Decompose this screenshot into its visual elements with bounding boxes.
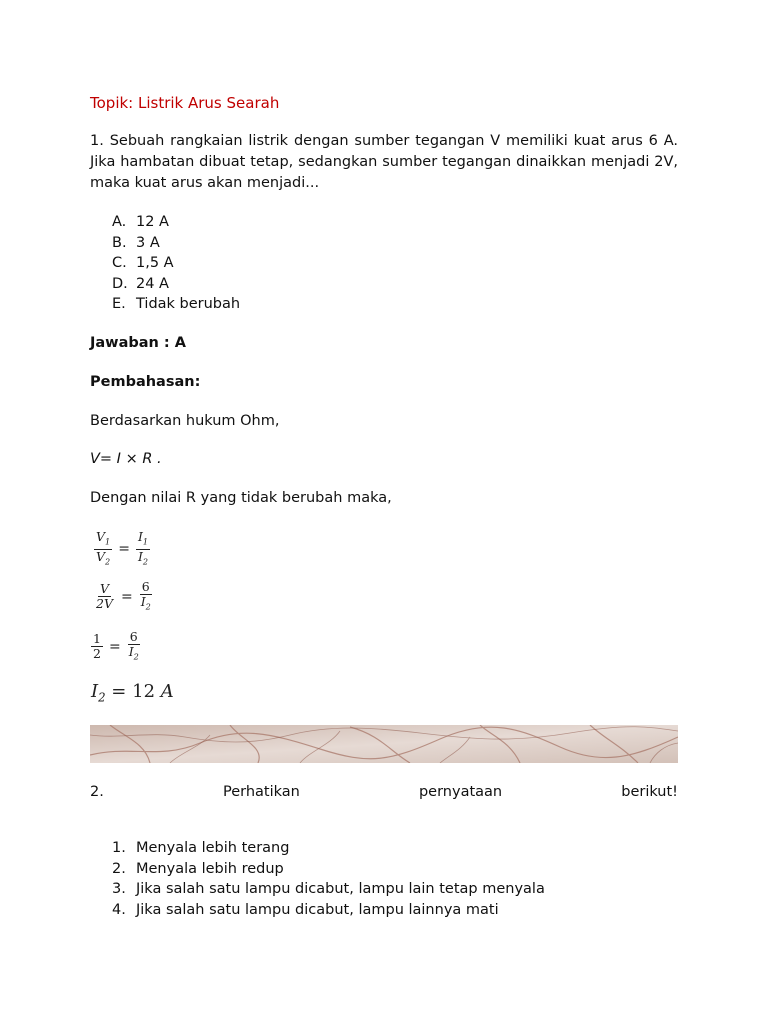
equation-ratio: $\frac{V_1}{V_2}$ = $\frac{I_1}{I_2}$ — [96, 529, 149, 566]
equation-result: $I_2 = 12$ A — [91, 681, 174, 705]
statement-3: 3. Jika salah satu lampu dicabut, lampu lain tetap menyala — [112, 881, 545, 897]
equation-simplified: $\frac{1}{2}$ = $\frac{6}{I_2}$ — [93, 629, 139, 662]
marble-divider-image — [90, 725, 678, 763]
ohm-formula: V= I × R . — [90, 451, 162, 467]
question-1-options — [112, 212, 240, 315]
marble-texture — [90, 725, 678, 763]
option-c: C. 1,5 A — [112, 255, 174, 271]
discussion-label: Pembahasan: — [90, 374, 201, 390]
question-2-heading: 2. Perhatikan pernyataan berikut! — [90, 784, 678, 800]
question-1-text: 1. Sebuah rangkaian listrik dengan sumber tegangan V memiliki kuat arus 6 A. Jika hambatan dibuat tetap, sedangkan sumber tegangan dinaikkan menjadi 2V, maka kuat arus akan menjadi... — [90, 133, 678, 191]
ohm-law-text: Berdasarkan hukum Ohm, — [90, 413, 280, 429]
statement-2: 2. Menyala lebih redup — [112, 860, 284, 877]
option-d: D. 24 A — [112, 275, 169, 292]
topic-heading: Topik: Listrik Arus Searah — [90, 94, 280, 112]
fraction-v-2v: $\frac{V}{2V}$ — [96, 581, 113, 612]
question-2-statements — [112, 838, 545, 920]
statement-1: 1. Menyala lebih terang — [112, 840, 290, 856]
fraction-6-i2-b: $\frac{6}{I_2}$ — [128, 629, 139, 662]
statement-4: 4. Jika salah satu lampu dicabut, lampu lainnya mati — [112, 901, 499, 918]
option-e: E. Tidak berubah — [112, 296, 241, 312]
fraction-6-i2: $\frac{6}{I_2}$ — [140, 579, 151, 612]
fraction-i1-i2: $\frac{I_1}{I_2}$ — [137, 529, 149, 566]
fraction-1-2: $\frac{1}{2}$ — [93, 631, 101, 662]
equation-substitution: $\frac{V}{2V}$ = $\frac{6}{I_2}$ — [96, 579, 151, 612]
answer-label: Jawaban : A — [90, 335, 186, 351]
option-b: B. 3 A — [112, 234, 160, 251]
fraction-v1-v2: $\frac{V_1}{V_2}$ — [96, 529, 111, 566]
constant-r-text: Dengan nilai R yang tidak berubah maka, — [90, 490, 392, 506]
option-a: A. 12 A — [112, 214, 169, 230]
